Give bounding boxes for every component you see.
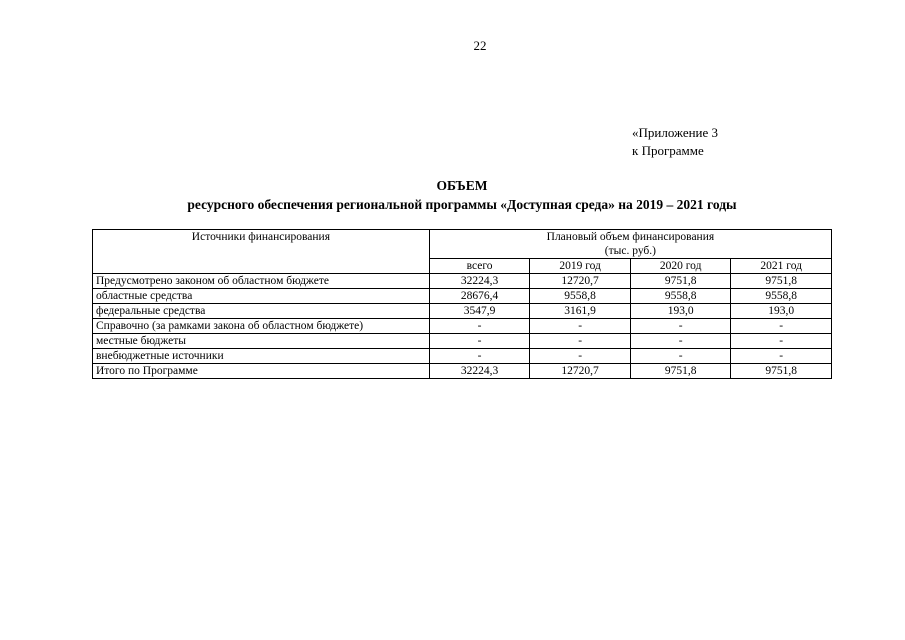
cell-2019: - xyxy=(530,319,631,334)
cell-2019: 3161,9 xyxy=(530,304,631,319)
row-label: местные бюджеты xyxy=(93,334,430,349)
header-plan xyxy=(429,230,831,259)
header-source: Источники финансирования xyxy=(93,230,430,274)
cell-2021: - xyxy=(731,349,832,364)
header-plan-unit: (тыс. руб.) xyxy=(604,245,656,257)
table-row xyxy=(93,319,832,334)
row-label: внебюджетные источники xyxy=(93,349,430,364)
table-header-row xyxy=(93,230,832,259)
appendix-line-2: к Программе xyxy=(632,143,704,158)
cell-2020: 193,0 xyxy=(630,304,731,319)
cell-2020: 9558,8 xyxy=(630,289,731,304)
cell-2020: 9751,8 xyxy=(630,274,731,289)
row-label: областные средства xyxy=(93,289,430,304)
cell-2020: - xyxy=(630,349,731,364)
table-row xyxy=(93,274,832,289)
cell-2021: - xyxy=(731,319,832,334)
row-label: Предусмотрено законом об областном бюджете xyxy=(93,274,430,289)
cell-2019: 12720,7 xyxy=(530,274,631,289)
header-plan-title: Плановый объем финансирования xyxy=(546,231,715,243)
page-number: 22 xyxy=(473,38,487,53)
cell-2020: - xyxy=(630,334,731,349)
cell-2021: 193,0 xyxy=(731,304,832,319)
appendix-reference xyxy=(632,124,718,160)
cell-total: 3547,9 xyxy=(429,304,530,319)
appendix-line-1: «Приложение 3 xyxy=(632,125,719,140)
row-label: федеральные средства xyxy=(93,304,430,319)
title-line-1: ОБЪЕМ xyxy=(436,178,488,193)
table-row xyxy=(93,349,832,364)
table-row xyxy=(93,304,832,319)
header-year-2021: 2021 год xyxy=(731,259,832,274)
document-title xyxy=(0,176,905,214)
header-total: всего xyxy=(429,259,530,274)
row-label: Итого по Программе xyxy=(93,364,430,379)
table-row xyxy=(93,289,832,304)
cell-2019: 9558,8 xyxy=(530,289,631,304)
cell-2021: 9751,8 xyxy=(731,274,832,289)
cell-total: - xyxy=(429,319,530,334)
cell-2019: 12720,7 xyxy=(530,364,631,379)
cell-total: - xyxy=(429,349,530,364)
row-label: Справочно (за рамками закона об областном бюджете) xyxy=(93,319,430,334)
header-year-2019: 2019 год xyxy=(530,259,631,274)
cell-total: 28676,4 xyxy=(429,289,530,304)
header-year-2020: 2020 год xyxy=(630,259,731,274)
title-line-2: ресурсного обеспечения региональной программы «Доступная среда» на 2019 – 2021 годы xyxy=(187,197,737,212)
cell-2020: 9751,8 xyxy=(630,364,731,379)
table-row xyxy=(93,364,832,379)
funding-table xyxy=(92,229,832,379)
cell-total: - xyxy=(429,334,530,349)
table-row xyxy=(93,334,832,349)
cell-total: 32224,3 xyxy=(429,364,530,379)
cell-2020: - xyxy=(630,319,731,334)
cell-2019: - xyxy=(530,334,631,349)
cell-2021: - xyxy=(731,334,832,349)
cell-2019: - xyxy=(530,349,631,364)
cell-2021: 9751,8 xyxy=(731,364,832,379)
cell-2021: 9558,8 xyxy=(731,289,832,304)
cell-total: 32224,3 xyxy=(429,274,530,289)
